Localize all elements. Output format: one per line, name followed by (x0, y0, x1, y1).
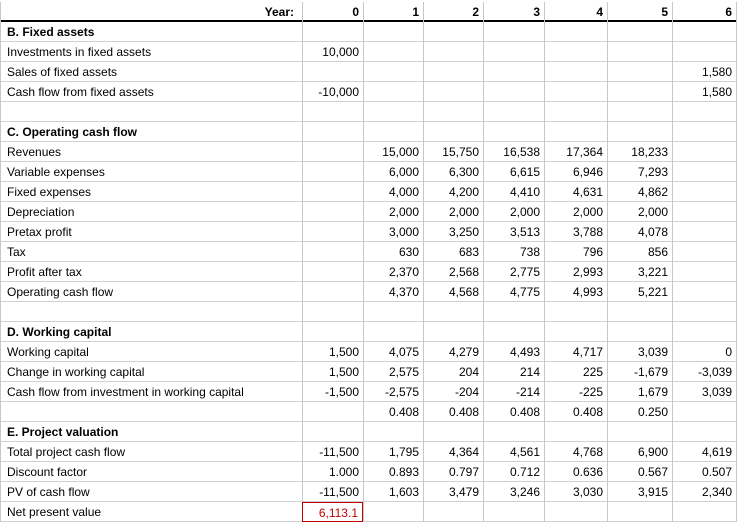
table-row (0, 282, 737, 302)
value-cell[interactable] (302, 302, 363, 322)
value-cell[interactable]: 0.636 (544, 462, 607, 482)
value-cell[interactable]: 2,568 (423, 262, 483, 282)
value-cell[interactable]: 3,030 (544, 482, 607, 502)
value-cell[interactable]: 0.250 (607, 402, 672, 422)
value-cell[interactable]: 214 (483, 362, 544, 382)
table-row (0, 442, 737, 462)
value-cell[interactable] (483, 502, 544, 522)
value-cell[interactable] (672, 302, 737, 322)
value-cell[interactable]: 4,568 (423, 282, 483, 302)
value-cell[interactable]: 1,580 (672, 62, 737, 82)
value-cell[interactable] (672, 502, 737, 522)
value-cell[interactable]: 225 (544, 362, 607, 382)
value-cell[interactable]: 6,900 (607, 442, 672, 462)
value-cell[interactable]: 2,000 (607, 202, 672, 222)
value-cell[interactable]: -11,500 (302, 442, 363, 462)
value-cell[interactable]: 2,000 (483, 202, 544, 222)
value-cell[interactable]: 1,603 (363, 482, 423, 502)
year-label-cell[interactable]: Year: (0, 2, 302, 22)
value-cell[interactable] (607, 22, 672, 42)
table-row (0, 502, 737, 522)
value-cell[interactable]: -214 (483, 382, 544, 402)
row-label-cell[interactable]: Cash flow from fixed assets (0, 82, 302, 102)
value-cell[interactable] (672, 222, 737, 242)
value-cell[interactable] (544, 102, 607, 122)
value-cell[interactable] (672, 142, 737, 162)
value-cell[interactable] (483, 82, 544, 102)
value-cell[interactable]: 4,619 (672, 442, 737, 462)
value-cell[interactable]: -225 (544, 382, 607, 402)
value-cell[interactable]: 630 (363, 242, 423, 262)
table-row (0, 182, 737, 202)
value-cell[interactable] (302, 182, 363, 202)
table-row (0, 302, 737, 322)
section-header-row (0, 422, 737, 442)
value-cell[interactable] (302, 122, 363, 142)
value-cell[interactable]: 1,580 (672, 82, 737, 102)
value-cell[interactable] (363, 42, 423, 62)
row-label-cell[interactable] (0, 402, 302, 422)
section-title-cell[interactable]: B. Fixed assets (0, 22, 302, 42)
value-cell[interactable] (672, 422, 737, 442)
table-row (0, 242, 737, 262)
value-cell[interactable]: 0.507 (672, 462, 737, 482)
row-label-cell[interactable] (0, 102, 302, 122)
value-cell[interactable]: 4,078 (607, 222, 672, 242)
value-cell[interactable]: 3,513 (483, 222, 544, 242)
value-cell[interactable] (423, 102, 483, 122)
value-cell[interactable]: 3,250 (423, 222, 483, 242)
value-cell[interactable]: 7,293 (607, 162, 672, 182)
value-cell[interactable]: 4,075 (363, 342, 423, 362)
year-cell[interactable]: 5 (607, 2, 672, 22)
value-cell[interactable] (544, 322, 607, 342)
value-cell[interactable] (544, 42, 607, 62)
value-cell[interactable]: 3,039 (607, 342, 672, 362)
value-cell[interactable]: 15,750 (423, 142, 483, 162)
value-cell[interactable]: 0 (672, 342, 737, 362)
value-cell[interactable]: 15,000 (363, 142, 423, 162)
value-cell[interactable] (672, 22, 737, 42)
value-cell[interactable]: 3,915 (607, 482, 672, 502)
table-row (0, 382, 737, 402)
value-cell[interactable]: 2,340 (672, 482, 737, 502)
table-row (0, 202, 737, 222)
value-cell[interactable]: 4,993 (544, 282, 607, 302)
value-cell[interactable]: 4,561 (483, 442, 544, 462)
value-cell[interactable] (483, 62, 544, 82)
value-cell[interactable]: 204 (423, 362, 483, 382)
value-cell[interactable]: 6,300 (423, 162, 483, 182)
value-cell[interactable]: 4,200 (423, 182, 483, 202)
value-cell[interactable]: 2,993 (544, 262, 607, 282)
value-cell[interactable] (672, 262, 737, 282)
value-cell[interactable] (607, 502, 672, 522)
value-cell[interactable]: 3,000 (363, 222, 423, 242)
value-cell[interactable]: 4,279 (423, 342, 483, 362)
value-cell[interactable] (302, 22, 363, 42)
value-cell[interactable]: 3,788 (544, 222, 607, 242)
value-cell[interactable]: 4,364 (423, 442, 483, 462)
value-cell[interactable] (363, 302, 423, 322)
value-cell[interactable]: 3,039 (672, 382, 737, 402)
value-cell[interactable] (363, 322, 423, 342)
table-row (0, 482, 737, 502)
row-label-cell[interactable]: Profit after tax (0, 262, 302, 282)
row-label-cell[interactable]: Revenues (0, 142, 302, 162)
row-label-cell[interactable]: Change in working capital (0, 362, 302, 382)
value-cell[interactable] (483, 302, 544, 322)
section-header-row (0, 22, 737, 42)
value-cell[interactable] (302, 322, 363, 342)
row-label-cell[interactable]: Discount factor (0, 462, 302, 482)
value-cell[interactable] (544, 62, 607, 82)
year-cell[interactable]: 3 (483, 2, 544, 22)
value-cell[interactable] (672, 242, 737, 262)
value-cell[interactable]: 2,000 (423, 202, 483, 222)
value-cell[interactable] (302, 242, 363, 262)
value-cell[interactable] (302, 142, 363, 162)
row-label-cell[interactable]: Cash flow from investment in working capital (0, 382, 302, 402)
row-label-cell[interactable]: Net present value (0, 502, 302, 522)
value-cell[interactable]: -10,000 (302, 82, 363, 102)
value-cell[interactable] (483, 422, 544, 442)
value-cell[interactable] (483, 22, 544, 42)
value-cell[interactable]: 6,946 (544, 162, 607, 182)
table-row (0, 102, 737, 122)
value-cell[interactable]: 4,862 (607, 182, 672, 202)
value-cell[interactable] (363, 62, 423, 82)
value-cell[interactable]: -2,575 (363, 382, 423, 402)
value-cell[interactable] (544, 122, 607, 142)
value-cell[interactable]: 6,615 (483, 162, 544, 182)
value-cell[interactable]: 1,500 (302, 342, 363, 362)
value-cell[interactable] (607, 102, 672, 122)
value-cell[interactable] (363, 82, 423, 102)
value-cell[interactable]: 16,538 (483, 142, 544, 162)
value-cell[interactable]: 796 (544, 242, 607, 262)
value-cell[interactable] (607, 122, 672, 142)
section-header-row (0, 122, 737, 142)
row-label-cell[interactable]: Fixed expenses (0, 182, 302, 202)
value-cell[interactable] (363, 502, 423, 522)
table-row (0, 222, 737, 242)
value-cell[interactable] (302, 402, 363, 422)
value-cell[interactable] (544, 422, 607, 442)
value-cell[interactable] (672, 122, 737, 142)
value-cell[interactable]: 4,000 (363, 182, 423, 202)
value-cell[interactable]: 738 (483, 242, 544, 262)
value-cell[interactable]: 4,493 (483, 342, 544, 362)
value-cell[interactable]: 4,768 (544, 442, 607, 462)
value-cell[interactable] (483, 42, 544, 62)
value-cell[interactable] (423, 42, 483, 62)
value-cell[interactable]: 0.567 (607, 462, 672, 482)
row-label-cell[interactable]: Pretax profit (0, 222, 302, 242)
value-cell[interactable] (302, 202, 363, 222)
year-cell[interactable]: 1 (363, 2, 423, 22)
row-label-cell[interactable] (0, 302, 302, 322)
value-cell[interactable]: 4,410 (483, 182, 544, 202)
value-cell[interactable] (363, 102, 423, 122)
value-cell[interactable]: -1,500 (302, 382, 363, 402)
value-cell[interactable]: 0.408 (544, 402, 607, 422)
value-cell[interactable]: 4,717 (544, 342, 607, 362)
value-cell[interactable] (302, 422, 363, 442)
value-cell[interactable]: 2,370 (363, 262, 423, 282)
value-cell[interactable] (423, 502, 483, 522)
value-cell[interactable]: 683 (423, 242, 483, 262)
table-row (0, 82, 737, 102)
value-cell[interactable]: 0.408 (363, 402, 423, 422)
value-cell[interactable] (672, 322, 737, 342)
value-cell[interactable] (483, 122, 544, 142)
value-cell[interactable]: 4,775 (483, 282, 544, 302)
section-header-row (0, 322, 737, 342)
value-cell[interactable]: 17,364 (544, 142, 607, 162)
value-cell[interactable]: 2,575 (363, 362, 423, 382)
section-title-cell[interactable]: D. Working capital (0, 322, 302, 342)
value-cell[interactable] (363, 122, 423, 142)
value-cell[interactable]: 1,795 (363, 442, 423, 462)
table-row (0, 62, 737, 82)
row-label-cell[interactable]: Sales of fixed assets (0, 62, 302, 82)
year-cell[interactable]: 4 (544, 2, 607, 22)
value-cell[interactable] (483, 102, 544, 122)
value-cell[interactable] (302, 282, 363, 302)
value-cell[interactable]: 10,000 (302, 42, 363, 62)
value-cell[interactable]: 3,479 (423, 482, 483, 502)
value-cell[interactable] (423, 422, 483, 442)
value-cell[interactable] (672, 162, 737, 182)
value-cell[interactable]: 0.712 (483, 462, 544, 482)
year-cell[interactable]: 0 (302, 2, 363, 22)
table-row (0, 162, 737, 182)
table-row (0, 402, 737, 422)
value-cell[interactable] (607, 82, 672, 102)
value-cell[interactable] (607, 322, 672, 342)
value-cell[interactable]: 1.000 (302, 462, 363, 482)
value-cell[interactable] (672, 102, 737, 122)
row-label-cell[interactable]: PV of cash flow (0, 482, 302, 502)
row-label-cell[interactable]: Working capital (0, 342, 302, 362)
value-cell[interactable]: 4,631 (544, 182, 607, 202)
value-cell[interactable]: 0.408 (423, 402, 483, 422)
value-cell[interactable]: 0.893 (363, 462, 423, 482)
value-cell[interactable]: 4,370 (363, 282, 423, 302)
value-cell[interactable] (423, 82, 483, 102)
value-cell[interactable] (302, 162, 363, 182)
year-cell[interactable]: 2 (423, 2, 483, 22)
value-cell[interactable]: 1,500 (302, 362, 363, 382)
value-cell[interactable] (423, 302, 483, 322)
value-cell[interactable]: 2,000 (363, 202, 423, 222)
row-label-cell[interactable]: Depreciation (0, 202, 302, 222)
value-cell[interactable] (544, 82, 607, 102)
table-row (0, 362, 737, 382)
value-cell[interactable]: 2,000 (544, 202, 607, 222)
value-cell[interactable] (672, 182, 737, 202)
row-label-cell[interactable]: Total project cash flow (0, 442, 302, 462)
value-cell[interactable]: -204 (423, 382, 483, 402)
row-label-cell[interactable]: Tax (0, 242, 302, 262)
value-cell[interactable]: 1,679 (607, 382, 672, 402)
value-cell[interactable]: -3,039 (672, 362, 737, 382)
value-cell[interactable] (483, 322, 544, 342)
year-cell[interactable]: 6 (672, 2, 737, 22)
table-row (0, 342, 737, 362)
value-cell[interactable] (302, 102, 363, 122)
value-cell[interactable] (423, 322, 483, 342)
value-cell[interactable] (607, 422, 672, 442)
section-title-cell[interactable]: E. Project valuation (0, 422, 302, 442)
value-cell[interactable] (672, 42, 737, 62)
table-row (0, 462, 737, 482)
value-cell[interactable]: 2,775 (483, 262, 544, 282)
value-cell[interactable] (544, 22, 607, 42)
header-row (0, 2, 737, 22)
value-cell[interactable] (423, 122, 483, 142)
value-cell[interactable] (363, 422, 423, 442)
value-cell[interactable]: 856 (607, 242, 672, 262)
value-cell[interactable] (607, 302, 672, 322)
table-row (0, 262, 737, 282)
value-cell[interactable]: 3,246 (483, 482, 544, 502)
row-label-cell[interactable]: Investments in fixed assets (0, 42, 302, 62)
value-cell[interactable]: 6,000 (363, 162, 423, 182)
value-cell[interactable] (423, 22, 483, 42)
value-cell[interactable] (672, 282, 737, 302)
value-cell[interactable]: -1,679 (607, 362, 672, 382)
table-row (0, 42, 737, 62)
value-cell[interactable] (544, 302, 607, 322)
value-cell[interactable]: 0.797 (423, 462, 483, 482)
value-cell[interactable] (672, 202, 737, 222)
value-cell[interactable] (607, 62, 672, 82)
value-cell[interactable] (302, 62, 363, 82)
value-cell[interactable] (302, 222, 363, 242)
value-cell[interactable] (607, 42, 672, 62)
value-cell[interactable] (672, 402, 737, 422)
value-cell[interactable] (423, 62, 483, 82)
section-title-cell[interactable]: C. Operating cash flow (0, 122, 302, 142)
value-cell[interactable] (302, 262, 363, 282)
value-cell[interactable]: 0.408 (483, 402, 544, 422)
value-cell[interactable]: -11,500 (302, 482, 363, 502)
value-cell[interactable] (363, 22, 423, 42)
row-label-cell[interactable]: Variable expenses (0, 162, 302, 182)
value-cell[interactable]: 3,221 (607, 262, 672, 282)
npv-value-cell[interactable]: 6,113.1 (302, 502, 363, 522)
value-cell[interactable]: 5,221 (607, 282, 672, 302)
value-cell[interactable]: 18,233 (607, 142, 672, 162)
value-cell[interactable] (544, 502, 607, 522)
row-label-cell[interactable]: Operating cash flow (0, 282, 302, 302)
table-row (0, 142, 737, 162)
